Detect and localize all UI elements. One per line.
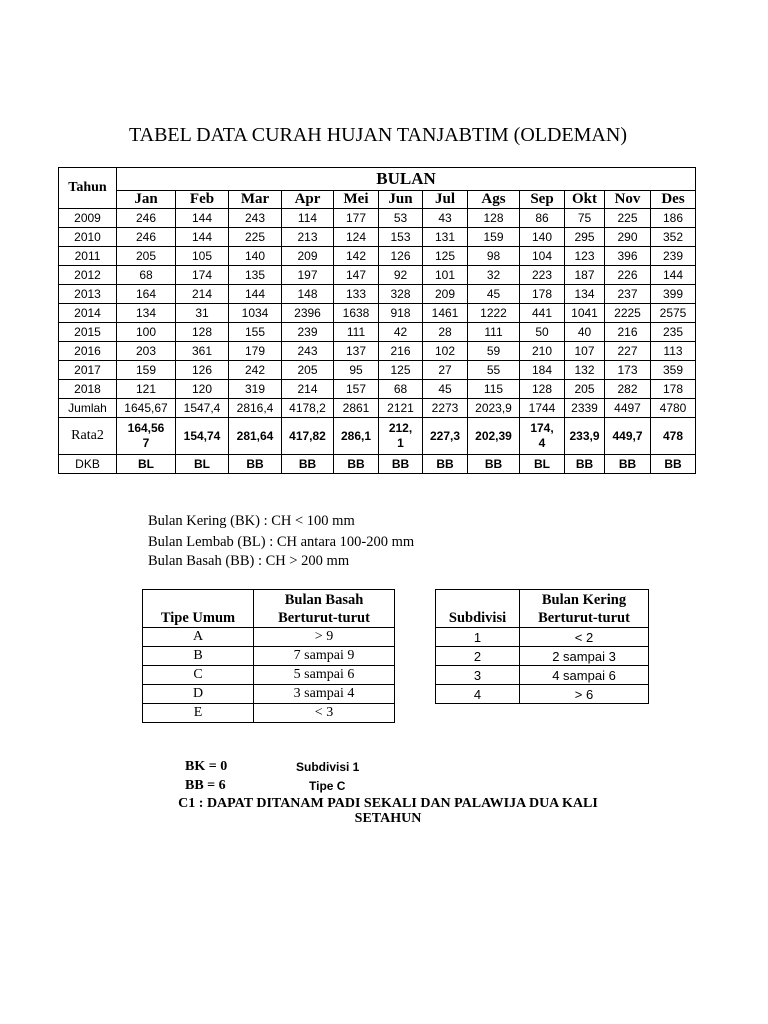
rainfall-cell: 147 [334,266,379,285]
month-header-jun: Jun [379,191,423,209]
legend-dry: Bulan Kering (BK) : CH < 100 mm [148,513,355,529]
rainfall-cell: 68 [379,380,423,399]
rainfall-cell: 123 [565,247,605,266]
rainfall-cell: 153 [379,228,423,247]
subdivisi-row [436,628,649,647]
rainfall-cell: 115 [468,380,520,399]
rainfall-cell: 243 [282,342,334,361]
subdivisi-cell: 1 [436,628,520,647]
year-cell: 2013 [59,285,117,304]
dkb-cell: BL [117,455,176,474]
rainfall-cell: 239 [282,323,334,342]
rata-cell: 212, 1 [379,418,423,455]
rainfall-cell: 128 [176,323,229,342]
subdivisi-result: Subdivisi 1 [296,760,360,774]
bulan-basah-cell: 5 sampai 6 [254,666,395,685]
rainfall-cell: 295 [565,228,605,247]
tipe-cell: C [143,666,254,685]
rainfall-cell: 92 [379,266,423,285]
year-header: Tahun [59,168,117,209]
rainfall-cell: 128 [468,209,520,228]
rainfall-cell: 125 [379,361,423,380]
rainfall-cell: 144 [229,285,282,304]
month-header-okt: Okt [565,191,605,209]
legend-humid: Bulan Lembab (BL) : CH antara 100-200 mm [148,534,415,550]
table-row [59,304,696,323]
rainfall-body [59,209,696,474]
rainfall-cell: 2575 [651,304,696,323]
tipe-cell: D [143,685,254,704]
bulan-basah-cell: > 9 [254,628,395,647]
rainfall-cell: 226 [605,266,651,285]
page-title: TABEL DATA CURAH HUJAN TANJABTIM (OLDEMAN) [129,124,627,146]
rainfall-cell: 225 [605,209,651,228]
rainfall-cell: 227 [605,342,651,361]
month-header-mei: Mei [334,191,379,209]
dkb-cell: BB [334,455,379,474]
rainfall-cell: 164 [117,285,176,304]
tipe-row [143,685,395,704]
year-cell: 2017 [59,361,117,380]
bulan-basah-cell: 3 sampai 4 [254,685,395,704]
month-header-apr: Apr [282,191,334,209]
rainfall-cell: 133 [334,285,379,304]
rainfall-cell: 142 [334,247,379,266]
rainfall-cell: 214 [282,380,334,399]
rainfall-cell: 134 [117,304,176,323]
legend-wet: Bulan Basah (BB) : CH > 200 mm [148,553,350,569]
jumlah-row [59,399,696,418]
subdivisi-row [436,647,649,666]
rainfall-cell: 214 [176,285,229,304]
bulan-kering-cell: > 6 [520,685,649,704]
rainfall-cell: 114 [282,209,334,228]
rainfall-cell: 225 [229,228,282,247]
jumlah-cell: 4780 [651,399,696,418]
year-cell: 2009 [59,209,117,228]
rainfall-cell: 179 [229,342,282,361]
jumlah-cell: 4178,2 [282,399,334,418]
rainfall-cell: 148 [282,285,334,304]
rata-cell: 281,64 [229,418,282,455]
rata-cell: 417,82 [282,418,334,455]
rainfall-cell: 1222 [468,304,520,323]
rainfall-cell: 107 [565,342,605,361]
rainfall-cell: 359 [651,361,696,380]
rainfall-cell: 205 [565,380,605,399]
table-row [59,323,696,342]
rainfall-cell: 102 [423,342,468,361]
rata-cell: 174, 4 [520,418,565,455]
rainfall-cell: 100 [117,323,176,342]
rainfall-cell: 113 [651,342,696,361]
subdivisi-row [436,666,649,685]
rata-cell: 478 [651,418,696,455]
rata-cell: 227,3 [423,418,468,455]
rainfall-cell: 918 [379,304,423,323]
rainfall-cell: 178 [651,380,696,399]
rata-row [59,418,696,455]
year-cell: 2010 [59,228,117,247]
year-cell: 2011 [59,247,117,266]
rainfall-cell: 45 [468,285,520,304]
rainfall-cell: 53 [379,209,423,228]
rainfall-cell: 441 [520,304,565,323]
rata-label: Rata2 [59,418,117,455]
month-header-sep: Sep [520,191,565,209]
jumlah-cell: 2861 [334,399,379,418]
bulan-basah-header: Bulan Basah Berturut-turut [254,590,395,628]
jumlah-cell: 1645,67 [117,399,176,418]
rata-cell: 233,9 [565,418,605,455]
tipe-cell: B [143,647,254,666]
jumlah-cell: 1547,4 [176,399,229,418]
table-row [59,266,696,285]
table-row [59,342,696,361]
subdivisi-row [436,685,649,704]
jumlah-cell: 4497 [605,399,651,418]
tipe-header: Tipe Umum [143,590,254,628]
rainfall-cell: 140 [520,228,565,247]
bulan-kering-header: Bulan Kering Berturut-turut [520,590,649,628]
month-header-mar: Mar [229,191,282,209]
rainfall-cell: 137 [334,342,379,361]
rainfall-cell: 282 [605,380,651,399]
rainfall-cell: 1034 [229,304,282,323]
bulan-kering-cell: 4 sampai 6 [520,666,649,685]
rainfall-cell: 352 [651,228,696,247]
rainfall-cell: 205 [117,247,176,266]
bulan-basah-cell: < 3 [254,704,395,723]
subdivisi-cell: 4 [436,685,520,704]
rainfall-cell: 216 [605,323,651,342]
tipe-cell: E [143,704,254,723]
rainfall-cell: 42 [379,323,423,342]
rainfall-cell: 128 [520,380,565,399]
rainfall-cell: 399 [651,285,696,304]
tipe-row [143,704,395,723]
rainfall-cell: 134 [565,285,605,304]
rainfall-cell: 131 [423,228,468,247]
month-header-jan: Jan [117,191,176,209]
rainfall-cell: 237 [605,285,651,304]
dkb-cell: BL [520,455,565,474]
rainfall-cell: 86 [520,209,565,228]
rata-cell: 449,7 [605,418,651,455]
rainfall-cell: 246 [117,209,176,228]
dkb-cell: BB [379,455,423,474]
month-header-ags: Ags [468,191,520,209]
year-cell: 2016 [59,342,117,361]
rainfall-cell: 121 [117,380,176,399]
rata-cell: 154,74 [176,418,229,455]
rainfall-cell: 174 [176,266,229,285]
rainfall-cell: 159 [117,361,176,380]
jumlah-label: Jumlah [59,399,117,418]
rainfall-cell: 135 [229,266,282,285]
dkb-cell: BL [176,455,229,474]
dkb-row [59,455,696,474]
jumlah-cell: 2023,9 [468,399,520,418]
rainfall-cell: 209 [282,247,334,266]
year-cell: 2012 [59,266,117,285]
rainfall-cell: 187 [565,266,605,285]
bb-count: BB = 6 [185,778,226,793]
rainfall-cell: 28 [423,323,468,342]
rainfall-cell: 32 [468,266,520,285]
dkb-cell: BB [282,455,334,474]
subdivisi-table [435,589,649,704]
rainfall-cell: 235 [651,323,696,342]
rainfall-cell: 155 [229,323,282,342]
rainfall-cell: 125 [423,247,468,266]
rainfall-cell: 177 [334,209,379,228]
rainfall-cell: 239 [651,247,696,266]
rainfall-table [58,167,696,474]
rainfall-cell: 75 [565,209,605,228]
rainfall-cell: 68 [117,266,176,285]
rata-cell: 164,56 7 [117,418,176,455]
rainfall-cell: 197 [282,266,334,285]
bulan-basah-cell: 7 sampai 9 [254,647,395,666]
dkb-label: DKB [59,455,117,474]
rainfall-cell: 59 [468,342,520,361]
rainfall-cell: 101 [423,266,468,285]
tipe-result: Tipe C [309,779,346,793]
rainfall-cell: 140 [229,247,282,266]
rainfall-cell: 203 [117,342,176,361]
rainfall-cell: 205 [282,361,334,380]
tipe-cell: A [143,628,254,647]
rainfall-cell: 50 [520,323,565,342]
bulan-kering-cell: < 2 [520,628,649,647]
rainfall-cell: 396 [605,247,651,266]
dkb-cell: BB [423,455,468,474]
rainfall-cell: 216 [379,342,423,361]
jumlah-cell: 1744 [520,399,565,418]
rainfall-cell: 55 [468,361,520,380]
rainfall-cell: 126 [176,361,229,380]
month-header-feb: Feb [176,191,229,209]
rainfall-cell: 223 [520,266,565,285]
rainfall-cell: 126 [379,247,423,266]
rainfall-cell: 95 [334,361,379,380]
rainfall-cell: 157 [334,380,379,399]
rainfall-cell: 210 [520,342,565,361]
rainfall-cell: 159 [468,228,520,247]
rainfall-cell: 178 [520,285,565,304]
rainfall-cell: 173 [605,361,651,380]
rainfall-cell: 45 [423,380,468,399]
rainfall-cell: 111 [334,323,379,342]
rata-cell: 202,39 [468,418,520,455]
rainfall-cell: 186 [651,209,696,228]
table-row [59,361,696,380]
rainfall-cell: 2396 [282,304,334,323]
tipe-row [143,666,395,685]
rainfall-cell: 213 [282,228,334,247]
jumlah-cell: 2121 [379,399,423,418]
rainfall-cell: 144 [176,209,229,228]
rainfall-cell: 1638 [334,304,379,323]
bulan-kering-cell: 2 sampai 3 [520,647,649,666]
rainfall-cell: 27 [423,361,468,380]
conclusion-text: C1 : DAPAT DITANAM PADI SEKALI DAN PALAWIJA DUA KALI SETAHUN [178,796,598,826]
rainfall-cell: 40 [565,323,605,342]
table-row [59,228,696,247]
rainfall-cell: 144 [651,266,696,285]
tipe-row [143,647,395,666]
rainfall-cell: 105 [176,247,229,266]
rainfall-cell: 319 [229,380,282,399]
bk-count: BK = 0 [185,759,228,774]
rainfall-cell: 104 [520,247,565,266]
dkb-cell: BB [229,455,282,474]
rainfall-cell: 246 [117,228,176,247]
table-row [59,209,696,228]
month-group-header: BULAN [117,168,696,191]
rainfall-cell: 2225 [605,304,651,323]
subdivisi-cell: 3 [436,666,520,685]
rainfall-cell: 98 [468,247,520,266]
tipe-row [143,628,395,647]
rainfall-cell: 1461 [423,304,468,323]
year-cell: 2015 [59,323,117,342]
rata-cell: 286,1 [334,418,379,455]
jumlah-cell: 2273 [423,399,468,418]
rainfall-cell: 132 [565,361,605,380]
rainfall-cell: 209 [423,285,468,304]
rainfall-cell: 120 [176,380,229,399]
tipe-umum-table [142,589,395,723]
jumlah-cell: 2816,4 [229,399,282,418]
month-header-nov: Nov [605,191,651,209]
table-row [59,285,696,304]
year-cell: 2018 [59,380,117,399]
rainfall-cell: 361 [176,342,229,361]
month-header-row [59,191,696,209]
rainfall-cell: 184 [520,361,565,380]
rainfall-cell: 124 [334,228,379,247]
subdivisi-header: Subdivisi [436,590,520,628]
rainfall-cell: 1041 [565,304,605,323]
dkb-cell: BB [468,455,520,474]
subdivisi-cell: 2 [436,647,520,666]
rainfall-cell: 111 [468,323,520,342]
rainfall-cell: 144 [176,228,229,247]
rainfall-cell: 31 [176,304,229,323]
table-row [59,247,696,266]
month-header-jul: Jul [423,191,468,209]
year-cell: 2014 [59,304,117,323]
table-row [59,380,696,399]
dkb-cell: BB [651,455,696,474]
rainfall-cell: 328 [379,285,423,304]
month-header-des: Des [651,191,696,209]
dkb-cell: BB [565,455,605,474]
rainfall-cell: 243 [229,209,282,228]
dkb-cell: BB [605,455,651,474]
rainfall-cell: 290 [605,228,651,247]
rainfall-cell: 242 [229,361,282,380]
jumlah-cell: 2339 [565,399,605,418]
rainfall-cell: 43 [423,209,468,228]
